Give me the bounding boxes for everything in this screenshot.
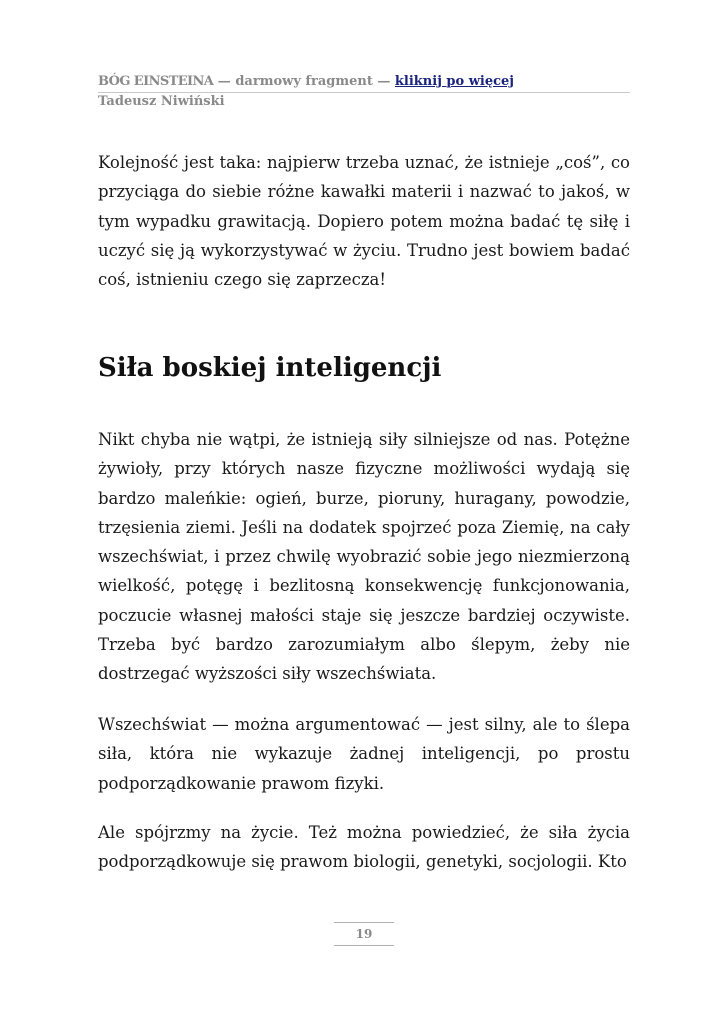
book-title: BÓG EINSTEINA [98, 74, 214, 89]
header-separator: — [372, 74, 395, 89]
header-subtitle: darmowy fragment [235, 74, 373, 89]
paragraph-1: Kolejność jest taka: najpierw trzeba uznać, że istnieje „coś”, co przyciąga do siebie różne kawałki materii i nazwać to jakoś, w tym wypadku grawitacją. Dopiero potem można badać tę siłę i uczyć się ją wykorzystywać w życiu. Trudno jest bowiem badać coś, istnieniu czego się zaprzecza! [98, 153, 630, 290]
paragraph-3: Wszechświat — można argumentować — jest silny, ale to ślepa siła, która nie wykazuje żadnej inteligencji, po prostu podporządkowanie prawom fizyki. [98, 715, 630, 793]
page-number: 19 [355, 927, 373, 941]
header-divider [98, 92, 630, 93]
header-separator: — [213, 74, 236, 89]
paragraph-2: Nikt chyba nie wątpi, że istnieją siły silniejsze od nas. Potężne żywioły, przy których nasze fizyczne możliwości wydają się bardzo maleńkie: ogień, burze, pioruny, huragany, powodzie, trzęsienia ziemi. Jeśli na dodatek spojrzeć poza Ziemię, na cały wszechświat, i przez chwilę wyobrazić sobie jego niezmierzoną wielkość, potęgę i bezlitosną konsekwencję funkcjonowania, poczucie własnej małości staje się jeszcze bardziej oczywiste. Trzeba być bardzo zarozumiałym albo ślepym, żeby nie dostrzegać wyższości siły wszechświata. [98, 430, 630, 684]
section-heading: Siła boskiej inteligencji [98, 353, 442, 383]
more-link[interactable]: kliknij po więcej [394, 74, 514, 89]
header-title-line [98, 74, 630, 90]
page-number-rule-bottom [334, 945, 394, 946]
page-footer [334, 922, 394, 946]
page-header [98, 74, 630, 90]
author-name: Tadeusz Niwiński [98, 94, 225, 109]
paragraph-4: Ale spójrzmy na życie. Też można powiedzieć, że siła życia podporządkowuje się prawom biologii, genetyki, socjologii. Kto [98, 823, 630, 872]
